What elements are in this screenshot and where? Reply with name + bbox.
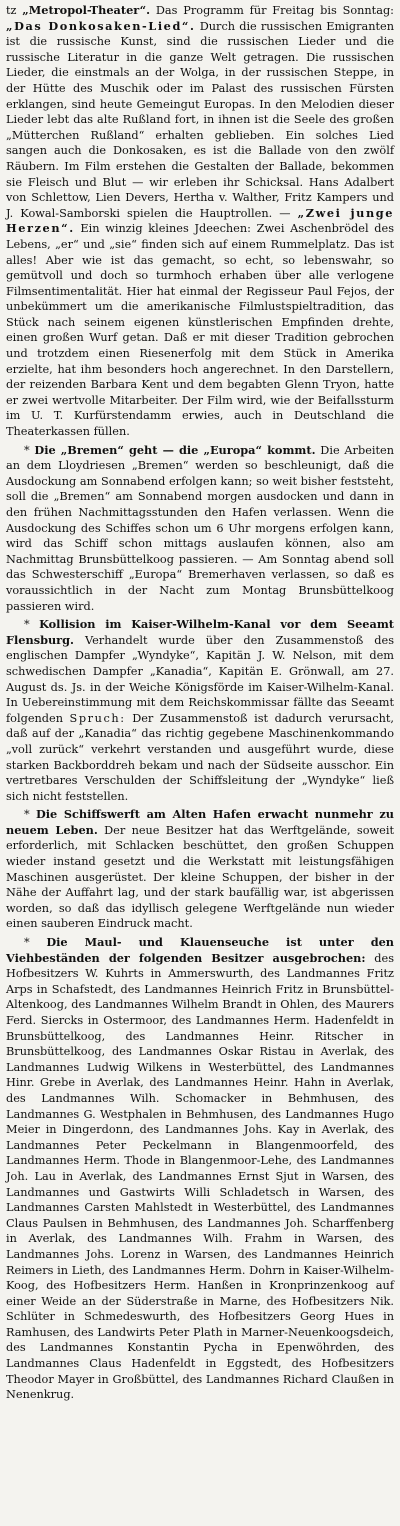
notice-text: Das Programm für Freitag bis Sonntag: xyxy=(155,4,394,17)
notice-lead: * xyxy=(24,808,30,822)
notice-text: Ein winzig kleines Jdeechen: Zwei Aschenbrödel des Lebens, „er“ und „sie“ finden sich auf einem Rummelplatz. Das ist alles! Aber wie ist das gemacht, so echt, so lebenswahr, so gemütvoll und doch so turmhoch erhaben über alle verlogene Filmsentimentalität. Hier hat einmal der Regisseur Paul Fejos, der unbekümmert um die amerikanische Filmlustspieltradition, das Stück nach seinem eigenen künstlerischen Empfinden drehte, einen großen Wurf getan. Daß er mit dieser Tradition gebrochen und trotzdem einen Riesenerfolg mit dem Stück in Amerika erzielte, hat ihm besonders hoch angerechnet. In den Darstellern, der reizenden Barbara Kent und dem begabten Glenn Tryon, hatte er zwei wertvolle Mitarbeiter. Der Film wird, wie der Beifallssturm im U. T. Kurfürstendamm erwies, auch in Deutschland die Theaterkassen füllen. xyxy=(6,222,394,439)
notice-text: Durch die russischen Emigranten ist die russische Kunst, sind die russischen Lieder und die russische Literatur in die ganze Welt getragen. Die russischen Lieder, die einstmals an der Wolga, in der russischen Steppe, in der Hütte des Muschik oder im Palast des russischen Fürsten erklangen, sind heute Gemeingut Europas. In den Melodien dieser Lieder lebt das alte Rußland fort, in ihnen ist die Seele des großen „Mütterchen Rußland“ erhalten geblieben. Ein solches Lied sangen auch die Donkosaken, es ist die Ballade von den zwölf Räubern. Im Film erstehen die Gestalten der Ballade, bekommen sie Fleisch und Blut — wir erleben ihr Schicksal. Hans Adalbert von Schlettow, Lien Devers, Hertha v. Walther, Fritz Kampers und J. Kowal-Samborski spielen die Hauptrollen. — xyxy=(6,19,395,220)
notice-lead: tz xyxy=(6,4,17,17)
notice-heading: „Metropol-Theater“. xyxy=(22,3,151,17)
verdict-label: Spruch: xyxy=(69,711,126,725)
notice-lead: * xyxy=(24,443,30,457)
film-title-donkosaken: „Das Donkosaken-Lied“. xyxy=(6,18,196,33)
notice-heading: Die Maul- und Klauenseuche ist unter den Viehbeständen der folgenden Besitzer ausgebrochen: xyxy=(6,935,394,965)
notice-text: Verhandelt wurde über den Zusammenstoß des englischen Dampfer „Wyndyke“, Kapitän J. W. Nelson, mit dem schwedischen Dampfer „Kanadia“, Kapitän E. Grönwall, am 27. August ds. Js. in der Weiche Königsförde im Kaiser-Wilhelm-Kanal. In Uebereinstimmung mit dem Reichskommissar fällte das Seeamt folgenden xyxy=(6,633,394,725)
notice-lead: * xyxy=(24,618,30,632)
notice-heading: Die Schiffswerft am Alten Hafen erwacht nunmehr zu neuem Leben. xyxy=(6,807,395,837)
notice-heading: Die „Bremen“ geht — die „Europa“ kommt. xyxy=(34,442,316,457)
notice-maul-klauenseuche xyxy=(6,935,394,1403)
notice-text: Die Arbeiten an dem Lloydriesen „Bremen“ werden so beschleunigt, daß die Ausdockung am Sonnabend erfolgen kann; so weit bisher feststeht, soll die „Bremen“ am Sonnabend morgen ausdocken und dann in den frühen Nachmittagsstunden den Hafen verlassen. Wenn die Ausdockung des Schiffes schon um 6 Uhr morgens erfolgen kann, wird das Schiff schon mittags auslaufen können, also am Nachmittag Brunsbüttelkoog passieren. — Am Sonntag abend soll das Schwesterschiff „Europa“ Bremerhaven verlassen, so daß es voraussichtlich in der Nacht zum Montag Brunsbüttelkoog passieren wird. xyxy=(6,443,394,613)
notice-text: Der Zusammenstoß ist dadurch verursacht, daß auf der „Kanadia“ das richtig gegebene Maschinenkommando „voll zurück“ verkehrt verstanden und ausgeführt wurde, diese starken Backborddreh bekam und nach der Südseite ausschor. Ein vertretbares Verschulden der Schiffsleitung der „Wyndyke“ ließ sich nicht feststellen. xyxy=(6,711,394,803)
notice-text: des Hofbesitzers W. Kuhrts in Ammerswurth, des Landmannes Fritz Arps in Schafstedt, des Landmannes Heinrich Fritz in Brunsbüttel-Altenkoog, des Landmannes Wilhelm Brandt in Ohlen, des Maurers Ferd. Siercks in Ostermoor, des Landmannes Herm. Hadenfeldt in Brunsbüttelkoog, des Landmannes Heinr. Ritscher in Brunsbüttelkoog, des Landmannes Oskar Ristau in Averlak, des Landmannes Ludwig Wilkens in Westerbüttel, des Landmannes Hinr. Grebe in Averlak, des Landmannes Heinr. Hahn in Averlak, des Landmannes Wilh. Schomacker in Behmhusen, des Landmannes G. Westphalen in Behmhusen, des Landmannes Hugo Meier in Dingerdonn, des Landmannes Johs. Kay in Averlak, des Landmannes Peter Peckelmann in Blangenmoorfeld, des Landmannes Herm. Thode in Blangenmoor-Lehe, des Landmannes Joh. Lau in Averlak, des Landmannes Ernst Sjut in Warsen, des Landmannes und Gastwirts Willi Schladetsch in Warsen, des Landmannes Carsten Mahlstedt in Westerbüttel, des Landmannes Claus Paulsen in Behmhusen, des Landmannes Joh. Scharffenberg in Averlak, des Landmannes Wilh. Frahm in Warsen, des Landmannes Johs. Lorenz in Warsen, des Landmannes Heinrich Reimers in Lieth, des Landmannes Herm. Dohrn in Kaiser-Wilhelm-Koog, des Hofbesitzers Herm. Hanßen in Kronprinzenkoog auf einer Weide an der Süderstraße in Marne, des Hofbesitzers Nik. Schlüter in Schmedeswurth, des Hofbesitzers Georg Hues in Ramhusen, des Landwirts Peter Plath in Marner-Neuenkoogsdeich, des Landmannes Konstantin Pycha in Epenwöhrden, des Landmannes Claus Hadenfeldt in Eggstedt, des Hofbesitzers Theodor Mayer in Großbüttel, des Landmannes Richard Claußen in Nenenkrug. xyxy=(6,951,394,1402)
notice-metropol-theater xyxy=(6,3,394,440)
notice-heading: Kollision im Kaiser-Wilhelm-Kanal vor dem Seeamt Flensburg. xyxy=(6,617,394,647)
notice-kollision-seeamt xyxy=(6,617,394,804)
film-title-zwei-junge-herzen: „Zwei junge Herzen“. xyxy=(6,205,395,236)
notice-lead: * xyxy=(24,936,30,950)
notice-schiffswerft xyxy=(6,807,394,932)
notice-bremen-europa xyxy=(6,443,394,615)
notice-text: Der neue Besitzer hat das Werftgelände, soweit erforderlich, mit Schlacken beschüttet, den großen Schuppen wieder instand gesetzt und die Werkstatt mit leistungsfähigen Maschinen ausgerüstet. Der kleine Schuppen, der bisher in der Nähe der Auffahrt lag, und der stark baufällig war, ist abgerissen worden, so daß das idyllisch gelegene Werftgelände nun wieder einen sauberen Eindruck macht. xyxy=(6,823,394,931)
